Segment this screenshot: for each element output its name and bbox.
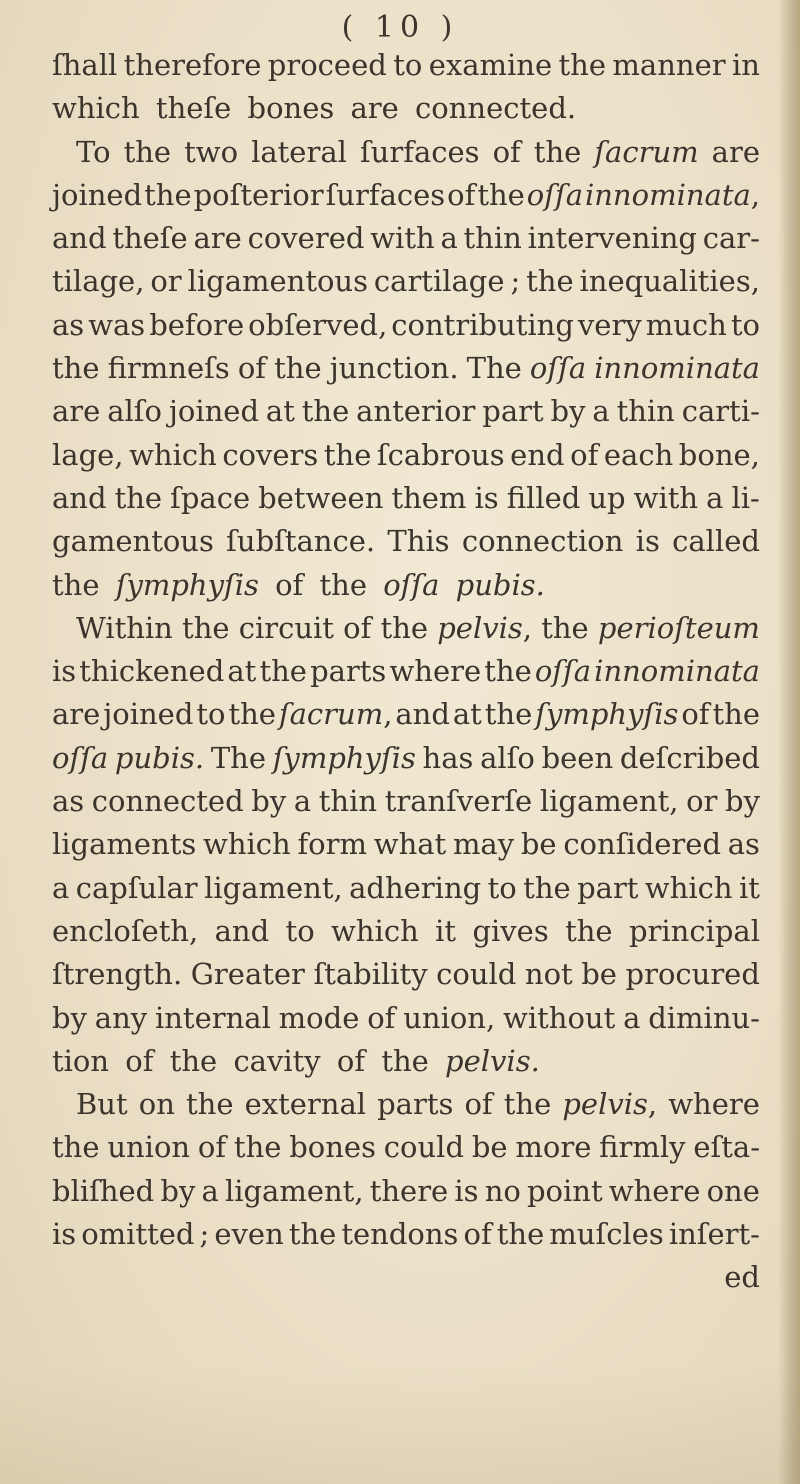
word: manner — [612, 48, 726, 82]
word: connected. — [415, 91, 577, 126]
word: of — [237, 351, 267, 386]
text-line — [52, 44, 760, 87]
word: ſtrength. — [52, 957, 183, 992]
word: poſterior — [193, 177, 324, 212]
word: ligament, — [539, 784, 679, 819]
text-line — [52, 650, 760, 693]
word: gives — [472, 913, 549, 948]
word: no — [484, 1173, 521, 1208]
word: to — [285, 913, 315, 948]
word: the — [169, 1043, 218, 1078]
text-line — [52, 520, 760, 563]
text-line — [52, 1040, 760, 1083]
word: of — [275, 567, 304, 602]
word: by — [550, 394, 586, 429]
word: ſacrum — [594, 134, 699, 169]
word: cavity — [233, 1043, 321, 1078]
text-line — [52, 347, 760, 390]
word: the — [259, 654, 307, 689]
word: bones — [289, 1130, 376, 1165]
word: joined — [103, 697, 194, 732]
word: of — [197, 1130, 227, 1165]
word: adhering — [349, 870, 482, 905]
word: muſcles — [549, 1217, 664, 1252]
word: thickened — [79, 654, 225, 689]
word: ſurfaces — [325, 177, 446, 212]
word: covered — [247, 221, 365, 256]
word: pubis. — [114, 740, 205, 775]
word: up — [588, 480, 626, 515]
word: been — [541, 740, 614, 775]
text-line — [52, 823, 760, 866]
word: alſo — [480, 740, 535, 775]
word: very — [577, 307, 642, 342]
word: of — [464, 1087, 493, 1122]
word: was — [88, 307, 146, 342]
word: bones — [247, 91, 335, 126]
word: is — [52, 1217, 77, 1252]
word: and — [52, 221, 107, 256]
word: ſymphyſis — [272, 740, 416, 775]
word: circuit — [238, 610, 334, 645]
word: may — [452, 827, 515, 862]
word: ed — [724, 1260, 760, 1295]
word: mode — [278, 1000, 360, 1035]
word: procured — [625, 957, 760, 992]
word: as — [52, 784, 85, 819]
text-line — [52, 131, 760, 174]
text-line — [52, 997, 760, 1040]
word: could — [383, 1130, 465, 1165]
word: there — [369, 1173, 449, 1208]
word: pelvis, — [562, 1087, 658, 1122]
word: the — [123, 134, 172, 169]
word: examine — [428, 48, 553, 82]
word: firmly — [599, 1130, 686, 1165]
word: a — [592, 394, 610, 429]
word: union, — [403, 1000, 496, 1035]
word: ligament, — [204, 870, 343, 905]
word: anterior — [356, 394, 476, 429]
word: any — [94, 1000, 148, 1035]
word: innominata — [594, 351, 760, 386]
word: not — [524, 957, 573, 992]
text-line — [52, 1170, 760, 1213]
word: a — [440, 221, 458, 256]
word: ; — [510, 264, 521, 299]
word: thin — [463, 221, 522, 256]
word: which — [52, 91, 140, 126]
word: form — [297, 827, 368, 862]
word: of — [343, 610, 372, 645]
word: the — [565, 913, 613, 948]
word: are — [52, 697, 101, 732]
word: the — [712, 697, 760, 732]
word: Greater — [190, 957, 305, 992]
word: ſtability — [313, 957, 428, 992]
word: oſſa — [534, 654, 592, 689]
word: to — [196, 697, 226, 732]
word: perioſteum — [597, 610, 760, 645]
word: tranſverſe — [384, 784, 533, 819]
word: ſymphyſis — [535, 697, 679, 732]
text-line — [52, 1083, 760, 1126]
text-line — [52, 1213, 760, 1256]
text-line — [52, 607, 760, 650]
word: covers — [222, 437, 319, 472]
word: the — [52, 567, 100, 602]
word: of — [570, 437, 599, 472]
word: the — [381, 1043, 429, 1078]
word: more — [515, 1130, 592, 1165]
word: the — [541, 610, 589, 645]
word: to — [393, 48, 423, 82]
word: gamentous — [52, 524, 214, 559]
text-line — [52, 564, 760, 607]
word: are — [711, 134, 760, 169]
word: where — [389, 654, 482, 689]
word: proceed — [267, 48, 387, 82]
word: the — [114, 480, 163, 515]
word: one — [706, 1173, 760, 1208]
text-line — [52, 390, 760, 433]
word: part — [577, 870, 639, 905]
word: inſert- — [668, 1217, 760, 1252]
word: of — [447, 177, 476, 212]
word: The — [466, 351, 522, 386]
word: filled — [506, 480, 581, 515]
word: in — [731, 48, 760, 82]
word: Within — [76, 610, 173, 645]
word: inequalities, — [579, 264, 760, 299]
word: what — [373, 827, 447, 862]
word: car- — [702, 221, 760, 256]
word: them — [391, 480, 467, 515]
word: ſpace — [170, 480, 251, 515]
word: with — [633, 480, 699, 515]
word: at — [227, 654, 257, 689]
word: ſubſtance. — [226, 524, 376, 559]
word: junction. — [329, 351, 459, 386]
word: lateral — [251, 134, 347, 169]
word: bliſhed — [52, 1173, 155, 1208]
word: theſe — [155, 91, 232, 126]
word: by — [251, 784, 287, 819]
word: connection — [461, 524, 624, 559]
word: to — [487, 870, 517, 905]
word: oſſa — [52, 740, 109, 775]
word: where — [608, 1173, 701, 1208]
word: it — [435, 913, 457, 948]
word: thin — [616, 394, 675, 429]
word: by — [52, 1000, 87, 1035]
word: be — [520, 827, 557, 862]
word: the — [144, 177, 192, 212]
word: tion — [52, 1043, 110, 1078]
word: innominata — [594, 654, 760, 689]
word: encloſeth, — [52, 913, 199, 948]
word: by — [725, 784, 760, 819]
word: the — [477, 177, 525, 212]
word: joined — [168, 394, 260, 429]
word: the — [503, 1087, 552, 1122]
word: to — [730, 307, 760, 342]
word: ſymphyſis — [115, 567, 259, 602]
word: principal — [628, 913, 760, 948]
word: it — [739, 870, 760, 905]
word: the — [185, 1087, 234, 1122]
word: ſurfaces — [359, 134, 480, 169]
text-line — [52, 737, 760, 780]
word: each — [603, 437, 674, 472]
word: a — [52, 870, 70, 905]
word: are — [52, 394, 101, 429]
word: a — [293, 784, 312, 819]
word: ſhall — [52, 48, 118, 82]
word: and — [214, 913, 270, 948]
word: the — [484, 697, 533, 732]
word: two — [184, 134, 239, 169]
word: of — [125, 1043, 154, 1078]
word: is — [635, 524, 660, 559]
word: the — [523, 870, 571, 905]
word: with — [370, 221, 435, 256]
word: could — [436, 957, 517, 992]
word: The — [210, 740, 266, 775]
word: joined — [52, 177, 143, 212]
word: end — [510, 437, 565, 472]
word: of — [336, 1043, 366, 1078]
text-line — [52, 953, 760, 996]
word: of — [367, 1000, 396, 1035]
word: the — [52, 1130, 100, 1165]
word: bone, — [678, 437, 760, 472]
word: pelvis, — [437, 610, 532, 645]
word: be — [471, 1130, 508, 1165]
word: the — [301, 394, 350, 429]
page-edge-shadow — [778, 0, 800, 1484]
word: therefore — [123, 48, 262, 82]
word: as — [52, 307, 85, 342]
word: innominata, — [584, 177, 760, 212]
word: firmneſs — [107, 351, 230, 386]
word: are — [350, 91, 399, 126]
word: is — [454, 1173, 479, 1208]
word: at — [265, 394, 295, 429]
word: is — [52, 654, 77, 689]
word: the — [319, 567, 367, 602]
word: ; — [199, 1217, 210, 1252]
word: even — [214, 1217, 284, 1252]
word: This — [387, 524, 450, 559]
word: which — [644, 870, 733, 905]
word: of — [463, 1217, 492, 1252]
word: at — [452, 697, 482, 732]
word: the — [52, 351, 100, 386]
word: the — [533, 134, 582, 169]
word: ligaments — [52, 827, 197, 862]
word: between — [258, 480, 384, 515]
word: the — [228, 697, 276, 732]
word: pelvis. — [445, 1043, 540, 1078]
word: the — [323, 437, 372, 472]
word: eſta- — [693, 1130, 760, 1165]
word: of — [681, 697, 710, 732]
word: connected — [91, 784, 244, 819]
word: tendons — [341, 1217, 459, 1252]
text-line — [52, 693, 760, 736]
word: is — [474, 480, 499, 515]
word: by — [160, 1173, 196, 1208]
word: ligamentous — [187, 264, 368, 299]
word: deſcribed — [619, 740, 760, 775]
word: contributing — [391, 307, 574, 342]
word: or — [686, 784, 718, 819]
word: ligament, — [224, 1173, 364, 1208]
word: or — [150, 264, 182, 299]
word: a — [706, 480, 724, 515]
word: intervening — [527, 221, 697, 256]
text-line — [52, 434, 760, 477]
word: thin — [318, 784, 378, 819]
text-line — [52, 1256, 760, 1299]
word: lage, — [52, 437, 124, 472]
word: and — [395, 697, 450, 732]
word: But — [76, 1087, 128, 1122]
word: capſular — [75, 870, 198, 905]
word: oſſa — [383, 567, 440, 602]
word: a — [201, 1173, 219, 1208]
word: carti- — [681, 394, 760, 429]
text-line — [52, 1126, 760, 1169]
word: oſſa — [526, 177, 584, 212]
word: the — [274, 351, 322, 386]
word: the — [484, 654, 532, 689]
text-line — [52, 174, 760, 217]
word: before — [149, 307, 245, 342]
word: which — [129, 437, 217, 472]
word: the — [288, 1217, 337, 1252]
word: tilage, — [52, 264, 145, 299]
page-bottom-shade — [0, 1364, 800, 1484]
word: union — [107, 1130, 191, 1165]
text-line — [52, 780, 760, 823]
word: parts — [310, 654, 387, 689]
word: on — [138, 1087, 175, 1122]
word: diminu- — [648, 1000, 760, 1035]
word: conſidered — [563, 827, 722, 862]
text-line — [52, 867, 760, 910]
text-line — [52, 477, 760, 520]
word: part — [482, 394, 544, 429]
word: without — [503, 1000, 616, 1035]
word: the — [380, 610, 429, 645]
word: alſo — [107, 394, 162, 429]
word: the — [233, 1130, 282, 1165]
word: li- — [731, 480, 760, 515]
word: called — [672, 524, 760, 559]
word: obſerved, — [248, 307, 388, 342]
text-line — [52, 304, 760, 347]
word: of — [492, 134, 521, 169]
text-line — [52, 87, 760, 130]
word: where — [668, 1087, 760, 1122]
word: which — [203, 827, 291, 862]
word: the — [182, 610, 230, 645]
word: point — [526, 1173, 603, 1208]
text-line — [52, 217, 760, 260]
word: ſacrum, — [278, 697, 393, 732]
word: external — [244, 1087, 367, 1122]
word: much — [645, 307, 727, 342]
word: a — [623, 1000, 641, 1035]
word: which — [331, 913, 419, 948]
body-text — [52, 44, 760, 1300]
word: internal — [154, 1000, 271, 1035]
word: theſe — [112, 221, 188, 256]
word: the — [496, 1217, 545, 1252]
word: be — [581, 957, 617, 992]
text-line — [52, 260, 760, 303]
word: the — [558, 48, 607, 82]
word: has — [422, 740, 474, 775]
word: are — [193, 221, 242, 256]
word: ſcabrous — [376, 437, 505, 472]
word: and — [52, 480, 107, 515]
word: cartilage — [373, 264, 505, 299]
word: the — [526, 264, 574, 299]
word: as — [727, 827, 760, 862]
word: parts — [377, 1087, 454, 1122]
word: oſſa — [529, 351, 587, 386]
page-number-header: ( 10 ) — [341, 10, 459, 45]
word: To — [76, 134, 111, 169]
text-line — [52, 910, 760, 953]
word: omitted — [81, 1217, 195, 1252]
word: pubis. — [455, 567, 545, 602]
